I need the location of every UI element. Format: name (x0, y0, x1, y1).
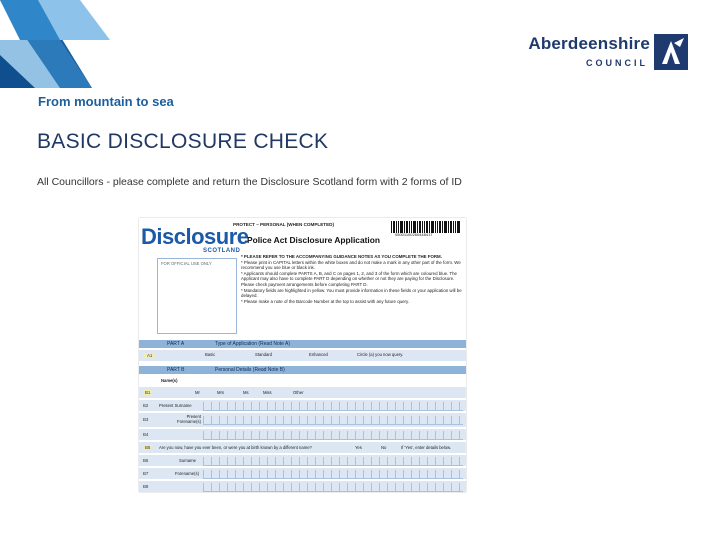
disclosure-form-image (139, 218, 466, 492)
other-name-note: If 'Yes', enter details below. (401, 445, 452, 450)
present-surname-label: Present Surname (159, 403, 192, 408)
official-use-box (157, 258, 237, 334)
row-name-label (139, 376, 466, 387)
row-code: B2 (143, 403, 149, 408)
title-other: Other (293, 390, 304, 395)
note-item: * Please print in CAPITAL letters within the white boxes and do not make a mark in any other part of the form. We recommend you use blue or black ink. (241, 259, 461, 271)
note-item: * Applicants should complete PARTS A, B, and C on pages 1, 2, and 3 of the form which are coloured blue. The Applicant may also have to complete PART D depending on whether or not they are paying for the Disclosure. Please check payment arrangements before completing PART D. (241, 270, 458, 287)
row-a1 (139, 350, 466, 361)
row-code: B7 (143, 471, 149, 476)
row-b6 (139, 455, 466, 466)
present-surname-boxes (203, 402, 463, 411)
part-a-bar (139, 340, 466, 348)
part-a-label: PART A (167, 341, 185, 347)
note-item: * Mandatory fields are highlighted in yellow. You must provide information in these fields or your application will be delayed. (241, 287, 462, 299)
note-item: * Please make a note of the Barcode Number at the top to assist with any future query. (241, 298, 410, 304)
row-code: B5 (145, 445, 151, 450)
option-enhanced: Enhanced (309, 352, 328, 357)
answer-no: No (381, 445, 387, 450)
slide-title: BASIC DISCLOSURE CHECK (37, 130, 329, 153)
row-b7 (139, 468, 466, 479)
logo-mark-icon (654, 34, 688, 70)
row-b1 (139, 387, 466, 398)
row-code: B4 (143, 432, 149, 437)
present-forenames-label: Present Forename(s) (177, 414, 201, 424)
guidance-notes (241, 254, 463, 304)
present-forenames-boxes (203, 416, 463, 425)
option-basic: Basic (205, 352, 216, 357)
row-code: B6 (143, 458, 149, 463)
corner-graphic (0, 0, 110, 92)
part-a-title: Type of Application (Read Note A) (215, 341, 291, 347)
option-standard: Standard (255, 352, 272, 357)
row-b5 (139, 442, 466, 453)
row-code: B8 (143, 484, 149, 489)
form-protect-label: PROTECT – PERSONAL (WHEN COMPLETED) (233, 222, 334, 227)
official-use-label: FOR OFFICIAL USE ONLY (161, 261, 212, 266)
row-b2 (139, 400, 466, 411)
row-code: B3 (143, 417, 149, 422)
part-b-label: PART B (167, 367, 185, 373)
row-b4 (139, 429, 466, 440)
row-code: B1 (145, 390, 151, 395)
row-code: A1 (143, 353, 156, 358)
row-b8 (139, 481, 466, 492)
title-ms: Ms (243, 390, 249, 395)
fee-note: Circle (a) you now query. (357, 352, 404, 357)
note-item: * PLEASE REFER TO THE ACCOMPANYING GUIDANCE NOTES AS YOU COMPLETE THE FORM. (241, 254, 442, 259)
form-logo-sub: SCOTLAND (203, 248, 241, 254)
forenames-boxes (203, 470, 463, 479)
forenames-continued-boxes (203, 431, 463, 440)
surname-boxes (203, 457, 463, 466)
title-mr: Mr (195, 390, 200, 395)
other-name-question: Are you now, have you ever been, or were you at birth known by a different name? (159, 445, 312, 450)
forenames-label: Forename(s) (175, 471, 199, 476)
row-b3 (139, 413, 466, 427)
part-b-bar (139, 366, 466, 374)
forenames-continued-boxes (203, 483, 463, 492)
title-mrs: Mrs (217, 390, 224, 395)
name-label: Name(s) (161, 378, 178, 383)
form-logo: Disclosure (141, 224, 249, 249)
surname-label: Surname (179, 458, 196, 463)
council-logo (508, 34, 688, 74)
slide-subtitle: All Councillors - please complete and return the Disclosure Scotland form with 2 forms of ID (37, 176, 462, 188)
logo-sub: COUNCIL (586, 58, 648, 68)
form-heading: Police Act Disclosure Application (247, 235, 380, 245)
tagline: From mountain to sea (38, 94, 174, 109)
barcode-number: 05001100260448417 (395, 232, 433, 237)
part-b-title: Personal Details (Read Note B) (215, 367, 285, 373)
title-miss: Miss (263, 390, 272, 395)
answer-yes: Yes (355, 445, 362, 450)
logo-name: Aberdeenshire (528, 34, 650, 53)
